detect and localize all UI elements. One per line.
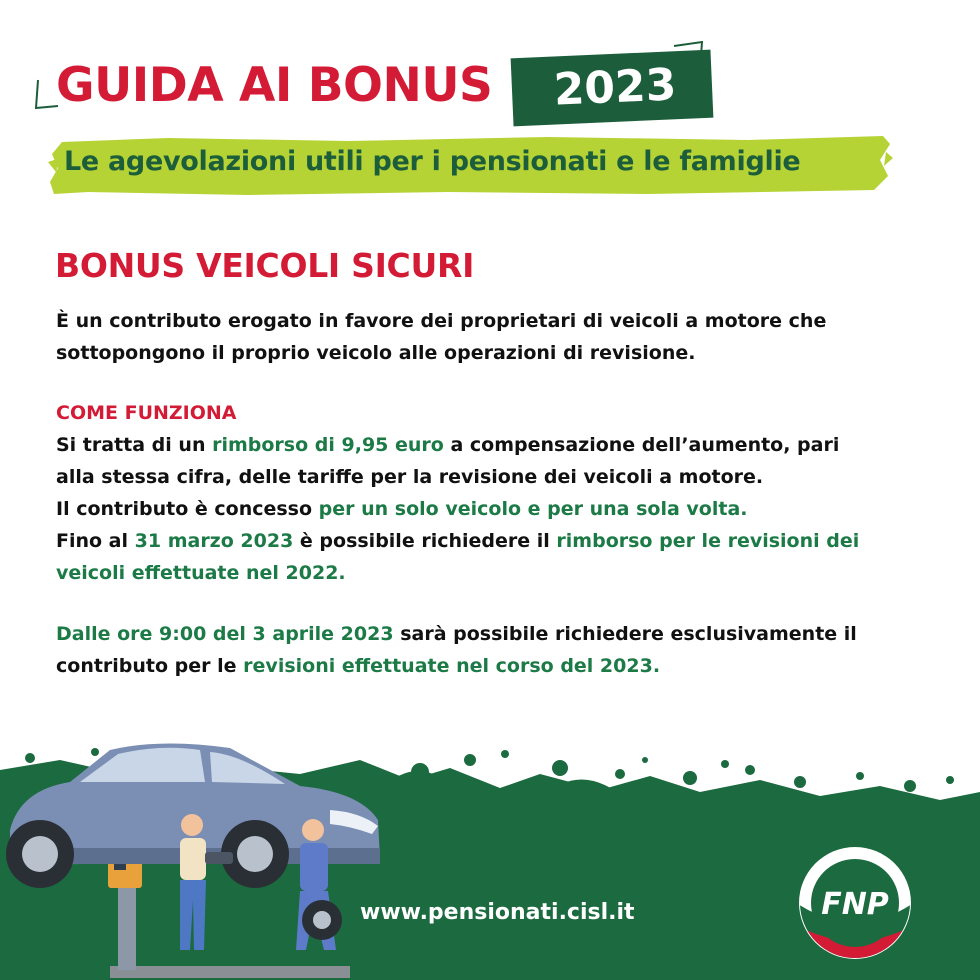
fnp-logo [798, 846, 912, 960]
main-title: GUIDA AI BONUS [56, 58, 493, 113]
p1-highlight: rimborso di 9,95 euro [212, 434, 444, 456]
intro-paragraph [56, 305, 906, 369]
p2-text-a: Il contributo è concesso [56, 498, 319, 520]
p2-highlight: per un solo veicolo e per una sola volta. [318, 498, 748, 520]
intro-line-1: È un contributo erogato in favore dei proprietari di veicoli a motore che [56, 310, 827, 332]
section-title: BONUS VEICOLI SICURI [55, 246, 475, 285]
p3-text-a: Fino al [56, 530, 135, 552]
dalle-text-b: contributo per le [56, 655, 244, 677]
p1-text-b: a compensazione dell’aumento, pari [443, 434, 840, 456]
website-link[interactable]: www.pensionati.cisl.it [360, 900, 635, 925]
dalle-text-a: sarà possibile richiedere esclusivamente il [393, 623, 857, 645]
p3-highlight-rimborso: rimborso per le revisioni dei [556, 530, 860, 552]
year-label: 2023 [552, 59, 678, 116]
come-funziona-label: COME FUNZIONA [56, 402, 237, 424]
p3-highlight-date: 31 marzo 2023 [134, 530, 294, 552]
p3-text-b: è possibile richiedere il [293, 530, 557, 552]
corner-stroke-bottom-left-icon [30, 76, 60, 112]
subtitle: Le agevolazioni utili per i pensionati e le famiglie [64, 146, 801, 177]
p1-text-c: alla stessa cifra, delle tariffe per la revisione dei veicoli a motore. [56, 466, 764, 488]
intro-line-2: sottopongono il proprio veicolo alle operazioni di revisione. [56, 342, 696, 364]
dalle-paragraph [56, 618, 906, 682]
dalle-highlight-revisioni: revisioni effettuate nel corso del 2023. [243, 655, 661, 677]
come-funziona-block [56, 397, 906, 589]
p3-highlight-veicoli: veicoli effettuate nel 2022. [56, 562, 346, 584]
p1-text-a: Si tratta di un [56, 434, 213, 456]
dalle-highlight-date: Dalle ore 9:00 del 3 aprile 2023 [56, 623, 394, 645]
corner-stroke-top-right-icon [672, 38, 706, 74]
fnp-logo-text: FNP [821, 887, 889, 922]
